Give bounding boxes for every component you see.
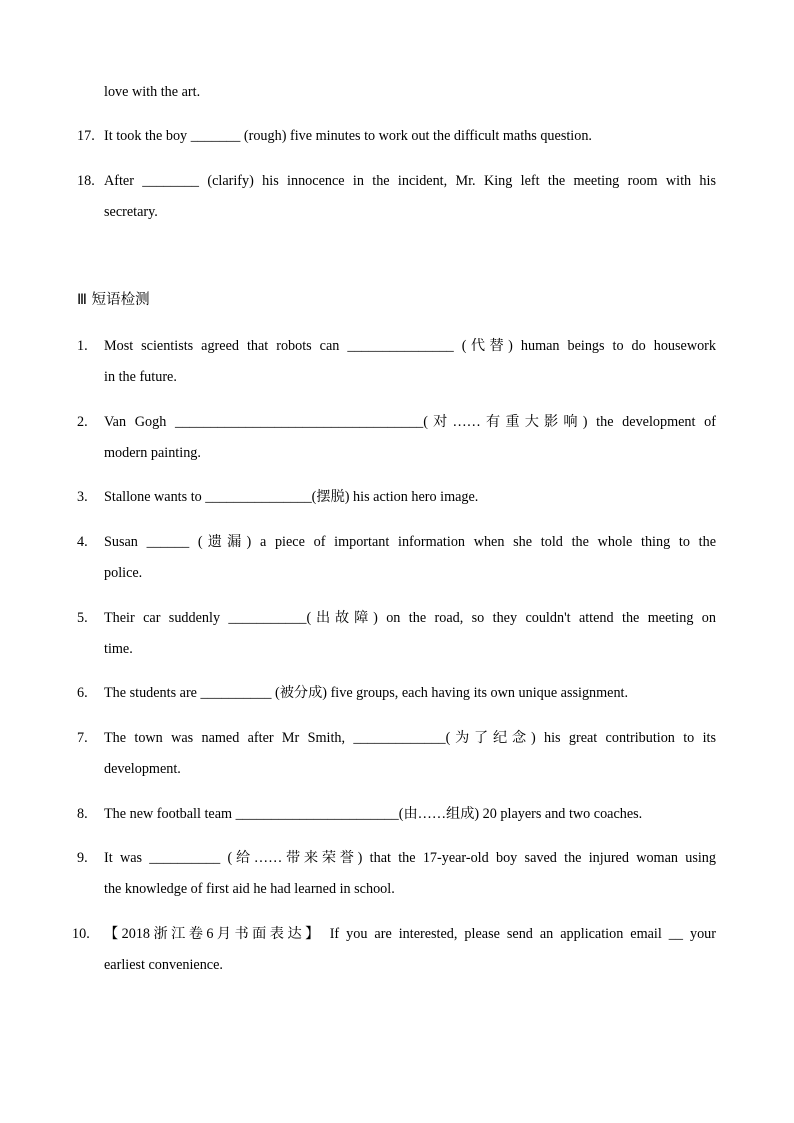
prev-item-17-number: 17. — [77, 128, 95, 144]
item-7-line2: development. — [104, 761, 181, 777]
item-4-line2: police. — [104, 565, 143, 581]
prev-item-18-number: 18. — [77, 173, 95, 189]
prev-item-18-line2: secretary. — [104, 204, 158, 220]
item-2-number: 2. — [77, 414, 88, 430]
item-7-line1: The town was named after Mr Smith, _____________(为了纪念) his great contribution to its — [104, 730, 716, 746]
item-1-line1: Most scientists agreed that robots can _______________ (代替) human beings to do housework — [104, 338, 716, 354]
prev-item-16-continuation: love with the art. — [104, 84, 201, 100]
item-5-line2: time. — [104, 641, 133, 657]
item-6-number: 6. — [77, 685, 88, 701]
item-2-line1: Van Gogh ___________________________________(对……有重大影响) the development of — [104, 414, 716, 430]
item-9-number: 9. — [77, 850, 88, 866]
item-9-line2: the knowledge of first aid he had learned in school. — [104, 881, 395, 897]
item-3-line1: Stallone wants to _______________(摆脱) his action hero image. — [104, 489, 479, 505]
item-4-line1: Susan ______ (遗漏) a piece of important information when she told the whole thing to the — [104, 534, 716, 550]
item-10-line2: earliest convenience. — [104, 957, 223, 973]
item-7-number: 7. — [77, 730, 88, 746]
item-2-line2: modern painting. — [104, 445, 201, 461]
item-9-line1: It was __________ (给……带来荣誉) that the 17-year-old boy saved the injured woman using — [104, 850, 716, 866]
item-1-line2: in the future. — [104, 369, 177, 385]
item-10-number: 10. — [72, 926, 90, 942]
item-3-number: 3. — [77, 489, 88, 505]
item-5-line1: Their car suddenly ___________(出故障) on the road, so they couldn't attend the meeting on — [104, 610, 716, 626]
item-5-number: 5. — [77, 610, 88, 626]
item-1-number: 1. — [77, 338, 88, 354]
item-8-number: 8. — [77, 806, 88, 822]
prev-item-18-line1: After ________ (clarify) his innocence in the incident, Mr. King left the meeting room with his — [104, 173, 716, 189]
prev-item-17-text: It took the boy _______ (rough) five minutes to work out the difficult maths question. — [104, 128, 592, 144]
item-8-line1: The new football team _______________________(由……组成) 20 players and two coaches. — [104, 806, 643, 822]
item-6-line1: The students are __________ (被分成) five groups, each having its own unique assignment. — [104, 685, 629, 701]
item-10-line1: 【2018浙江卷6月书面表达】 If you are interested, please send an application email __ your — [104, 926, 716, 942]
item-4-number: 4. — [77, 534, 88, 550]
section-heading: Ⅲ 短语检测 — [77, 292, 150, 308]
